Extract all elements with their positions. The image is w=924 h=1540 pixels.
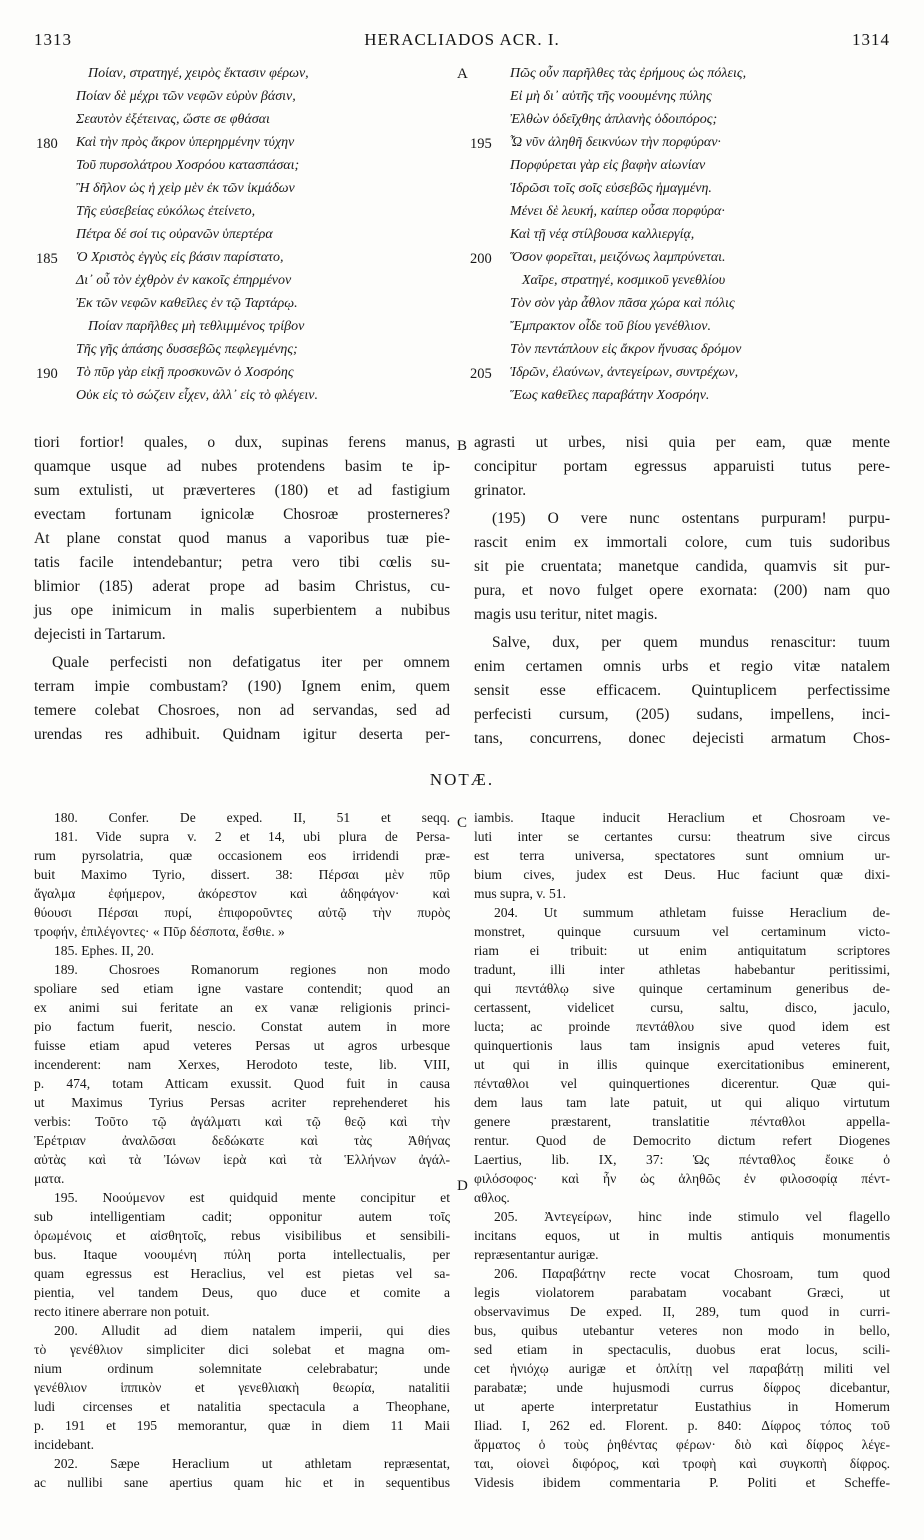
text-line: Quale perfecisti non defatigatus iter per omnem bbox=[52, 654, 450, 671]
note-line: 205. Ἀντεγείρων, hinc inde stimulo vel flagello bbox=[494, 1209, 890, 1224]
notes-heading: NOTÆ. bbox=[429, 770, 495, 789]
text-line: tiori fortior! quales, o dux, supinas ferens manus, bbox=[34, 434, 450, 451]
note-line: p. 191 et 195 memorantur, quæ in diem 11 Maii bbox=[34, 1418, 450, 1433]
text-line: tatis facile intendebantur; petra vero tibi cœlis su- bbox=[34, 554, 450, 571]
note-line: 189. Chosroes Romanorum regiones non modo bbox=[54, 962, 450, 977]
note-line: αὐτὰς καὶ τὰ Ἰώνων ἱερὰ καὶ τὰ Ἑλλήνων ἀγάλ- bbox=[34, 1152, 450, 1167]
verse-line: Ἔμπρακτον οἶδε τοῦ βίου γενέθλιον. bbox=[510, 319, 711, 334]
verse-line: Πορφύρεται γὰρ εἰς βαφὴν αἰωνίαν bbox=[510, 158, 706, 173]
note-line: bus, quibus utebantur veteres non modo in bello, bbox=[474, 1323, 890, 1338]
note-line: monstret, quinque cursuum vel certaminum victo- bbox=[474, 924, 890, 939]
text-line: (195) O vere nunc ostentans purpuram! purpu- bbox=[492, 510, 890, 527]
verse-line: Τῆς γῆς ἁπάσης δυσσεβῶς πεφλεγμένης; bbox=[76, 342, 298, 357]
note-line: tradunt, illi inter athletas habebantur peritissimi, bbox=[474, 962, 890, 977]
note-line: buit Maximo Tyrio, dissert. 38: Πέρσαι μὲν πῦρ bbox=[34, 867, 450, 882]
note-line: incitans equos, ut in multis antiquis monumentis bbox=[474, 1228, 890, 1243]
verse-line: Οὐκ εἰς τὸ σώζειν εἶχεν, ἀλλ᾽ εἰς τὸ φλέγειν. bbox=[76, 388, 319, 403]
note-line: 181. Vide supra v. 2 et 14, ubi plura de Persa- bbox=[54, 829, 450, 844]
note-line: γενέθλιον ἱππικὸν et γενεθλιακὴ θεωρία, natalitii bbox=[34, 1380, 450, 1395]
note-line: 180. Confer. De exped. II, 51 et seqq. bbox=[54, 810, 450, 825]
note-line: bus. Itaque νοουμένη πύλη porta intellectualis, per bbox=[34, 1247, 450, 1262]
text-line: dejecisti in Tartarum. bbox=[34, 626, 166, 643]
note-line: lucta; ac proinde πεντάθλου sive quod idem est bbox=[474, 1019, 890, 1034]
verse-line: Χαῖρε, στρατηγέ, κοσμικοῦ γενεθλίου bbox=[522, 273, 726, 288]
note-line: incidebant. bbox=[34, 1437, 95, 1452]
note-line: 200. Alludit ad diem natalem imperii, qui dies bbox=[54, 1323, 450, 1338]
verse-line: Μένει δὲ λευκή, καίπερ οὖσα πορφύρα· bbox=[510, 204, 725, 219]
text-line: sensit esse efficacem. Quintuplicem perfectissime bbox=[474, 682, 890, 699]
verse-line: Τὸν σὸν γὰρ ἆθλον πᾶσα χώρα καὶ πόλις bbox=[510, 296, 735, 311]
note-line: repræsentantur aurigæ. bbox=[474, 1247, 599, 1262]
verse-line: Ἐκ τῶν νεφῶν καθεῖλες ἐν τῷ Ταρτάρῳ. bbox=[76, 296, 298, 311]
note-line: pientia, vel tandem Deus, quo duce et comite a bbox=[34, 1285, 450, 1300]
verse-line: Ποίαν παρῆλθες μὴ τεθλιμμένος τρίβον bbox=[88, 319, 305, 334]
margin-letter: A bbox=[457, 66, 468, 82]
note-line: ex animi sui feritate an ex vanæ religionis princi- bbox=[34, 1000, 450, 1015]
note-line: ut qui in illis quinque exercitationibus eminerent, bbox=[474, 1057, 890, 1072]
verse-line: Ὅσον φορεῖται, μειζόνως λαμπρύνεται. bbox=[510, 250, 726, 265]
text-line: Salve, dux, per quem mundus renascitur: tuum bbox=[492, 634, 890, 651]
verse-line: Ποίαν δὲ μέχρι τῶν νεφῶν εὐρὺν βάσιν, bbox=[76, 89, 296, 104]
text-line: perfecisti cursum, (205) sudans, impellens, inci- bbox=[474, 706, 890, 723]
verse-line: Τὸν πεντάπλουν εἰς ἄκρον ἤνυσας δρόμον bbox=[510, 342, 742, 357]
verse-line: Πῶς οὖν παρῆλθες τὰς ἐρήμους ὡς πόλεις, bbox=[510, 66, 747, 81]
line-number: 180 bbox=[36, 136, 58, 152]
line-number: 185 bbox=[36, 251, 58, 267]
verse-line: Τοῦ πυρσολάτρου Χοσρόου κατασπάσαι; bbox=[76, 158, 300, 173]
note-line: ac nullibi sane apertius quam hic et in sequentibus bbox=[34, 1475, 450, 1490]
line-number: 195 bbox=[470, 136, 492, 152]
running-title: HERACLIADOS ACR. I. bbox=[364, 30, 560, 49]
note-line: θύουσι Πέρσαι πυρί, ἐπιφορο‌ῦντες αὐτῷ τὴν πυρὸς bbox=[34, 905, 450, 920]
text-line: sit pie cruentata; manetque candida, quamvis sit pur- bbox=[474, 558, 890, 575]
text-line: quamque usque ad nubes protendens basim te ip- bbox=[34, 458, 450, 475]
text-line: sum extulisti, ut præverteres (180) et ad fastigium bbox=[34, 482, 450, 499]
page-number-left: 1313 bbox=[34, 30, 72, 49]
verse-line: Τῆς εὐσεβείας εὐκόλως ἐτείνετο, bbox=[76, 204, 256, 219]
text-line: jus ope inimicum in malis superbientem a nubibus bbox=[34, 602, 450, 619]
note-line: Ἐρέτριαν ἀναλῶσαι δεδώκατε καὶ τὰς Ἀθήνας bbox=[34, 1133, 450, 1148]
note-line: riam ei tribuit: ut enim antiquitatum scriptores bbox=[474, 943, 890, 958]
note-line: cet ἡνιόχῳ aurigæ et ὁπλίτῃ vel παραβάτῃ militi vel bbox=[474, 1361, 890, 1376]
note-line: 185. Ephes. II, 20. bbox=[54, 943, 155, 958]
note-line: τὸ γενέθλιον simpliciter dici solebat et magna om- bbox=[34, 1342, 450, 1357]
verse-line: Εἰ μὴ δι᾽ αὐτῆς τῆς νοουμένης πύλης bbox=[510, 89, 712, 104]
note-line: luti inter se certantes cursu: theatrum sive circus bbox=[474, 829, 890, 844]
note-line: ut Maximus Tyrius Persas acriter reprehenderet his bbox=[34, 1095, 450, 1110]
note-line: bium cives, judex est Deus. Huc faciunt quæ dixi- bbox=[474, 867, 890, 882]
note-line: verbis: Τοῦτο τῷ ἀγάλματι καὶ τῷ θεῷ καὶ τὴν bbox=[34, 1114, 450, 1129]
text-line: temere colebat Chosroes, non ad servandas, sed ad bbox=[34, 702, 450, 719]
note-line: dem laus tam late patuit, ut qui aliquo virtutum bbox=[474, 1095, 890, 1110]
text-line: tans, concurrens, donec dejecisti armatum Chos- bbox=[474, 730, 890, 747]
text-line: urendas res adhibuit. Quidnam igitur deserta per- bbox=[34, 726, 450, 743]
text-line: enim certamen omnis urbs et regio vitæ natalem bbox=[474, 658, 890, 675]
verse-line: Ποίαν, στρατηγέ, χειρὸς ἔκτασιν φέρων, bbox=[88, 66, 309, 81]
note-line: πένταθλοι vel quinquertiones dicerentur. Quæ qui- bbox=[474, 1076, 890, 1091]
note-line: sed etiam in spectaculis, duobus erat locus, scili- bbox=[474, 1342, 890, 1357]
verse-line: Ὦ νῦν ἀληθῆ δεικνύων τὴν πορφύραν· bbox=[510, 135, 721, 150]
note-line: rentur. Quod de Democrito dictum refert Diogenes bbox=[474, 1133, 890, 1148]
note-line: ἄγαλμα ἐφήμερον, ἀκόρεστον καὶ ἀδηφάγον· καὶ bbox=[34, 886, 450, 901]
note-line: parabatæ; unde hujusmodi currus δίφρος dicebantur, bbox=[474, 1380, 890, 1395]
note-line: τροφήν, ἐπιλέγοντες· « Πῦρ δέσποτα, ἔσθιε. » bbox=[34, 924, 285, 939]
note-line: qui πεντάθλῳ sive quinque certaminum generibus de- bbox=[474, 981, 890, 996]
note-line: genere præstarent, translatitie πένταθλοι appella- bbox=[474, 1114, 890, 1129]
text-line: terram impie combustam? (190) Ignem enim, quem bbox=[34, 678, 450, 695]
text-line: grinator. bbox=[474, 482, 527, 499]
note-line: observavimus De exped. II, 289, tum quod in curri- bbox=[474, 1304, 890, 1319]
note-line: p. 474, totam Atticam exussit. Quod fuit in causa bbox=[34, 1076, 450, 1091]
note-line: incenderent: nam Xerxes, Herodoto teste, lib. VIII, bbox=[34, 1057, 450, 1072]
note-line: φιλόσοφος· καὶ ἦν ὡς ἀληθῶς ἐν φιλοσοφίᾳ πέντ- bbox=[474, 1171, 890, 1186]
text-line: pura, et novo fulget opere exornata: (200) nam quo bbox=[474, 582, 890, 599]
note-line: pio factum fuerit, nescio. Constat autem in more bbox=[34, 1019, 450, 1034]
verse-line: Τὸ πῦρ γὰρ εἰκῇ προσκυνῶν ὁ Χοσρόης bbox=[76, 365, 294, 380]
text-line: blimior (185) aderat prope ad basim Christus, cu- bbox=[34, 578, 450, 595]
note-line: ὁρωμένοις et αἰσθητοῖς, rebus visibilibus et sensibili- bbox=[34, 1228, 450, 1243]
margin-letter: D bbox=[457, 1178, 468, 1194]
note-line: Videsis ibidem commentaria P. Politi et Scheffe- bbox=[474, 1475, 890, 1490]
note-line: ματα. bbox=[34, 1171, 65, 1186]
line-number: 200 bbox=[470, 251, 492, 267]
note-line: ludi circenses et natalitia spectacula a Theophane, bbox=[34, 1399, 450, 1414]
verse-line: Καὶ τῇ νέᾳ στίλβουσα καλλιεργίᾳ, bbox=[510, 227, 695, 242]
verse-line: Καὶ τὴν πρὸς ἄκρον ὑπερηρμένην τύχην bbox=[76, 135, 295, 150]
note-line: quinquertionis laus tam insignis apud veteres fuit, bbox=[474, 1038, 890, 1053]
note-line: quam egressus est Heraclius, vel est pietas vel sa- bbox=[34, 1266, 450, 1281]
text-line: evectam fortunam ignicolæ Chosroæ prosterneres? bbox=[34, 506, 450, 523]
note-line: ἅρματος ὁ τοὺς ῥηθέντας φέρων· διὸ καὶ δίφρος λέγε- bbox=[474, 1437, 890, 1452]
verse-line: Ἕως καθεῖλες παραβάτην Χοσρόην. bbox=[510, 388, 710, 403]
note-line: spoliare sed etiam igne vastare contendit; quod an bbox=[34, 981, 450, 996]
note-line: 202. Sæpe Heraclium ut athletam repræsentat, bbox=[54, 1456, 450, 1471]
note-line: αθλος. bbox=[474, 1190, 510, 1205]
text-line: agrasti ut urbes, nisi quia per eam, quæ mente bbox=[474, 434, 890, 451]
note-line: ται, οἱονεὶ διφόρος, καὶ τροφὴ καὶ συγκοπὴ δίφρος. bbox=[474, 1456, 890, 1471]
verse-line: Σεαυτὸν ἐξέτεινας, ὥστε σε φθάσαι bbox=[76, 112, 270, 127]
note-line: fuisse etiam apud veteres Persas ut agros urbesque bbox=[34, 1038, 450, 1053]
verse-line: Ἱδρῶν, ἐλαύνων, ἀντεγείρων, συντρέχων, bbox=[510, 365, 739, 380]
note-line: ut aperte interpretatur Eustathius in Homerum bbox=[474, 1399, 890, 1414]
note-line: certassent, videlicet cursu, saltu, disco, jaculo, bbox=[474, 1000, 890, 1015]
verse-line: Ἱδρῶσι τοῖς σοῖς εὐσεβῶς ἡμαγμένη. bbox=[510, 181, 712, 196]
margin-letter: C bbox=[457, 815, 468, 831]
note-line: sub intelligentiam cadit; opponitur autem τοῖς bbox=[34, 1209, 450, 1224]
note-line: legis violatorem parabatam vocabant Græci, ut bbox=[474, 1285, 890, 1300]
note-line: 204. Ut summum athletam fuisse Heraclium de- bbox=[494, 905, 890, 920]
note-line: 206. Παραβάτην recte vocat Chosroam, tum quod bbox=[494, 1266, 890, 1281]
verse-line: Ἐλθὼν ὁδεῖχθης ἀπλανὴς ὁδοιπόρος; bbox=[510, 112, 718, 127]
note-line: Iliad. I, 262 ed. Florent. p. 840: Δίφρος τόπος τοῦ bbox=[474, 1418, 890, 1433]
text-line: At plane constat quod manus a vaporibus tuæ pie- bbox=[34, 530, 450, 547]
text-line: rascit enim ex immortali colore, cum tuis sudoribus bbox=[474, 534, 890, 551]
note-line: 195. Νοούμενον est quidquid mente concipitur et bbox=[54, 1190, 450, 1205]
verse-line: Ἢ δῆλον ὡς ἡ χεὶρ μὲν ἐκ τῶν ἰκμάδων bbox=[76, 181, 295, 196]
verse-line: Ὁ Χριστὸς ἐγγὺς εἰς βάσιν παρίστατο, bbox=[76, 250, 284, 265]
line-number: 205 bbox=[470, 366, 492, 382]
note-line: nium ordinum solemnitate celebrabatur; unde bbox=[34, 1361, 450, 1376]
verse-line: Δι᾽ οὗ τὸν ἐχθρὸν ἐν κακοῖς ἐπηρμένον bbox=[76, 273, 292, 288]
note-line: est terra universa, spectatores sunt omnium ur- bbox=[474, 848, 890, 863]
text-line: magis usu teritur, nitet magis. bbox=[474, 606, 658, 623]
page-number-right: 1314 bbox=[852, 30, 890, 49]
note-line: rum pyrsolatria, quæ occasionem eos irridendi præ- bbox=[34, 848, 450, 863]
note-line: mus supra, v. 51. bbox=[474, 886, 567, 901]
line-number: 190 bbox=[36, 366, 58, 382]
note-line: Laertius, lib. IX, 37: Ὡς πένταθλος ἔοικε ὁ bbox=[474, 1152, 890, 1167]
note-line: recto itinere aberrare non potuit. bbox=[34, 1304, 210, 1319]
margin-letter: B bbox=[457, 438, 468, 454]
text-line: concipitur portam egressus apparuisti tutus pere- bbox=[474, 458, 890, 475]
verse-line: Πέτρα δέ σοί τις οὐρανῶν ὑπερτέρα bbox=[76, 227, 273, 242]
note-line: iambis. Itaque inducit Heraclium et Chosroam ve- bbox=[474, 810, 890, 825]
